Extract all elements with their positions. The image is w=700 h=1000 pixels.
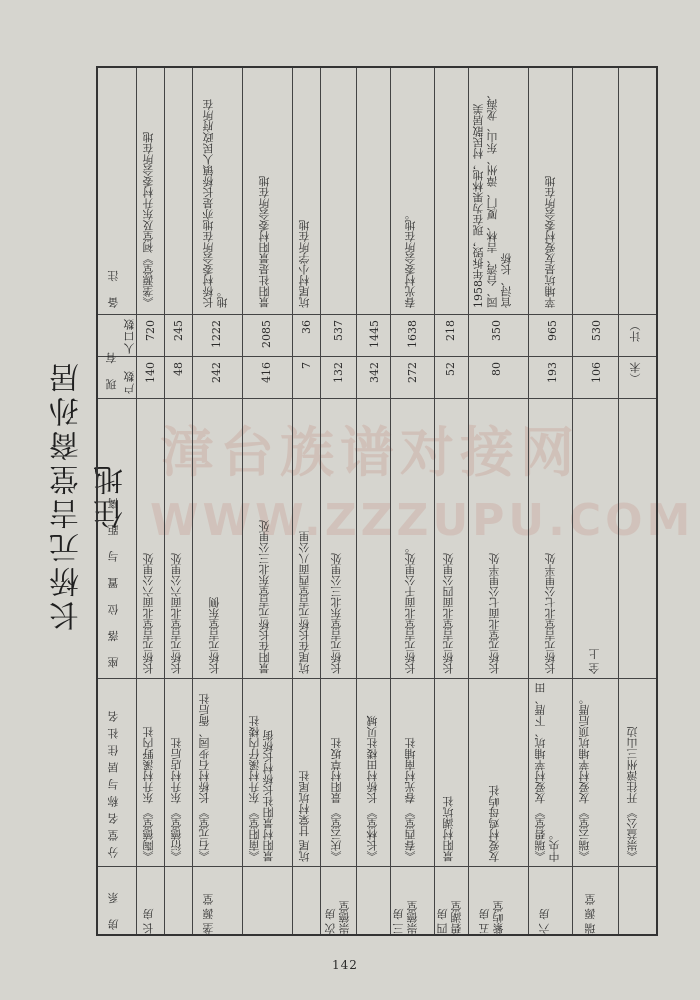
row-households: 416 bbox=[260, 362, 273, 383]
row-population: 1638 bbox=[406, 320, 419, 348]
divider bbox=[192, 68, 193, 934]
row-location: 景阳在长桥元吉堂东北三公里处 bbox=[258, 520, 271, 674]
row-population: 530 bbox=[590, 320, 603, 341]
fang-cell: 次 房 崇德堂 bbox=[324, 901, 351, 934]
row-location: 长桥元吉堂北面千公里处。 bbox=[404, 542, 417, 674]
row-location: 长桥元吉堂北七公里半处 bbox=[544, 553, 557, 674]
row-population: 537 bbox=[332, 320, 345, 341]
row-name: 《南阳堂》 东升村溪仔内楼社 景阳村景阳社长桥村长桥街 bbox=[248, 715, 275, 862]
divider bbox=[356, 68, 357, 934]
row-households: 80 bbox=[490, 362, 503, 376]
row-population: 720 bbox=[144, 320, 157, 341]
row-remark: 《垄源堂》祠堂及东升村委会所在地 bbox=[142, 132, 155, 308]
divider bbox=[242, 68, 243, 934]
watermark-text: 漳台族谱对接网 bbox=[160, 421, 580, 484]
header-fang: 房 系 bbox=[107, 886, 120, 930]
row-location: 长桥元吉堂北面六公里处 bbox=[142, 553, 155, 674]
header-name: 分堂名称与居住社名 bbox=[107, 705, 120, 858]
row-name: 《瑞云堂》 友爱村苹埔坑顶后厝。 bbox=[578, 693, 591, 862]
page-title: 长桥元吉堂裔孙居住地 bbox=[50, 359, 129, 631]
header-current: 现 有 bbox=[105, 346, 118, 390]
fang-cell: 垄 源 堂 bbox=[202, 894, 215, 934]
row-population: 245 bbox=[172, 320, 185, 341]
row-population: 1222 bbox=[210, 320, 223, 348]
row-location: 全 上 bbox=[588, 648, 601, 674]
header-population: 人口数 bbox=[123, 318, 136, 354]
divider bbox=[468, 68, 469, 934]
header-households: 户数 bbox=[123, 370, 136, 394]
row-name: 《瑞碧堂》 友爱村苹埔坑、下厝、田中央。 bbox=[534, 682, 561, 862]
row-households: 342 bbox=[368, 362, 381, 383]
row-remark: 苹埔坑是友爱村委会所在地 bbox=[544, 176, 557, 308]
divider bbox=[164, 68, 165, 934]
row-location: 长桥元吉堂北面六公里处 bbox=[170, 553, 183, 674]
page-number: 142 bbox=[332, 958, 358, 972]
row-name: 《庆云堂》 景阳村草坂社 bbox=[330, 737, 343, 862]
divider bbox=[572, 68, 573, 934]
row-location: 长桥元吉堂东北三公里处 bbox=[330, 553, 343, 674]
row-remark: 坑尾村小学所在地 bbox=[298, 220, 311, 308]
row-location: 长桥元吉堂北面四公里处 bbox=[442, 553, 455, 674]
row-households: 193 bbox=[546, 362, 559, 383]
divider bbox=[292, 68, 293, 934]
row-location: 坑尾在长桥元吉堂西面八公里 bbox=[298, 531, 311, 674]
fang-cell: 三 房 崇德堂 bbox=[392, 901, 419, 934]
divider bbox=[528, 68, 529, 934]
row-location: 长桥元堂北面七公里半处 bbox=[488, 553, 501, 674]
fang-cell: 瑞 源 堂 bbox=[584, 894, 597, 934]
row-households: （未 bbox=[629, 362, 642, 384]
fang-cell: 长 房 bbox=[142, 908, 155, 934]
row-name: 《衍德堂》 东升村店后社 bbox=[170, 737, 183, 862]
row-name: 《陶德堂》 东升村溪野内社 bbox=[142, 726, 155, 862]
fang-cell: 五 房 紫屿堂 bbox=[478, 901, 505, 934]
header-location: 座 落 位 置 与 距 离 bbox=[107, 492, 120, 668]
row-name: 《石元堂》 长桥村石步园、衙后社 bbox=[198, 693, 211, 862]
fang-cell: 四 房 碧湖堂 bbox=[436, 901, 463, 934]
row-remark: 春光村委会所在地。 bbox=[404, 209, 417, 308]
row-population: 计） bbox=[629, 320, 642, 342]
residence-table bbox=[96, 66, 695, 936]
row-population: 1445 bbox=[368, 320, 381, 348]
row-population: 36 bbox=[300, 320, 313, 334]
row-name: 坑尾 甘棠村坑尾社 bbox=[298, 770, 311, 862]
row-population: 965 bbox=[546, 320, 559, 341]
row-households: 106 bbox=[590, 362, 603, 383]
row-households: 132 bbox=[332, 362, 345, 383]
row-name: 友爱村鸡母屿社 bbox=[488, 785, 501, 862]
divider bbox=[320, 68, 321, 934]
row-name: 《崇益公》 开往漳州三山边 bbox=[626, 726, 639, 862]
divider bbox=[618, 68, 619, 934]
row-name: 《春西堂》 春光村南埔社 bbox=[404, 737, 417, 862]
watermark-url: WWW.ZZZUPU.COM bbox=[150, 495, 695, 546]
divider bbox=[136, 68, 137, 934]
row-name: 景阳村湖坑社 bbox=[442, 796, 455, 862]
divider bbox=[390, 68, 391, 934]
row-households: 140 bbox=[144, 362, 157, 383]
row-location: 长桥元吉堂东侧 bbox=[208, 597, 221, 674]
row-households: 272 bbox=[406, 362, 419, 383]
fang-cell: 六 房 bbox=[538, 908, 551, 934]
row-population: 218 bbox=[444, 320, 457, 341]
row-population: 2085 bbox=[260, 320, 273, 348]
row-remark: 1958年拆毁，现在为果林地，村民散居美园、台湾、吉林、厦门、漳州、东山、龙海、官浔、长桥 bbox=[472, 88, 513, 308]
header-remark: 备 注 bbox=[107, 264, 120, 308]
row-households: 48 bbox=[172, 362, 185, 376]
row-households: 242 bbox=[210, 362, 223, 383]
row-name: 《长林堂》 长桥村田楼社贝城 bbox=[366, 715, 379, 862]
divider bbox=[434, 68, 435, 934]
row-population: 350 bbox=[490, 320, 503, 341]
row-households: 7 bbox=[300, 362, 313, 369]
row-remark: 长桥村委会所在地亦是长桥镇人民政府所在地。 bbox=[202, 99, 229, 308]
row-remark: 景阳社是景阳村委会所在地 bbox=[258, 176, 271, 308]
row-households: 52 bbox=[444, 362, 457, 376]
